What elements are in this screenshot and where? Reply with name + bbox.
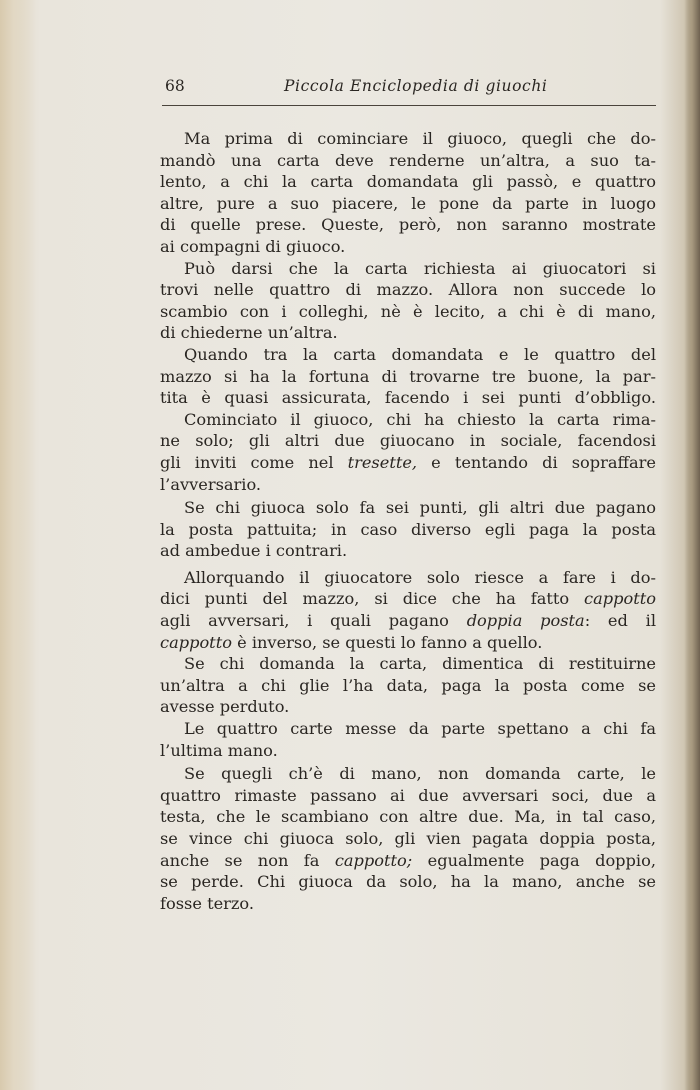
text-line: trovi nelle quattro di mazzo. Allora non succede lo	[160, 280, 656, 300]
text-line: se perde. Chi giuoca da solo, ha la mano, anche se	[160, 872, 656, 892]
text-line: fosse terzo.	[160, 893, 255, 913]
text-line: l’ultima mano.	[160, 740, 278, 760]
text-segment: anche se non fa	[160, 850, 320, 870]
text-line: scambio con i colleghi, nè è lecito, a chi è di mano,	[160, 301, 656, 321]
text-segment: agli avversari, i quali pagano	[160, 611, 449, 631]
text-italic: cappotto;	[334, 850, 413, 870]
body-text	[160, 128, 656, 914]
text-line: ad ambedue i contrari.	[160, 541, 348, 561]
text-line: ne solo; gli altri due giuocano in sociale, facendosi	[160, 431, 656, 451]
page-number: 68	[165, 77, 185, 95]
text-line: Quando tra la carta domandata e le quattro del	[184, 344, 656, 364]
text-line: quattro rimaste passano ai due avversari soci, due a	[160, 785, 656, 805]
text-line: Le quattro carte messe da parte spettano a chi fa	[184, 719, 656, 739]
text-line: Ma prima di cominciare il giuoco, quegli che do-	[184, 129, 656, 148]
text-italic: tresette,	[347, 452, 418, 472]
text-line: se vince chi giuoca solo, gli vien pagata doppia posta,	[160, 829, 656, 848]
text-line	[160, 632, 656, 654]
text-line: tita è quasi assicurata, facendo i sei punti d’obbligo.	[160, 388, 656, 408]
text-line	[160, 452, 656, 474]
text-segment: e tentando di sopraffare	[431, 452, 657, 472]
text-line	[160, 588, 656, 610]
text-line: Allorquando il giuocatore solo riesce a fare i do-	[184, 567, 656, 587]
text-italic: cappotto	[160, 632, 232, 652]
page-edge-right	[684, 0, 700, 1090]
text-line: Se chi giuoca solo fa sei punti, gli altri due pagano	[184, 498, 656, 518]
text-line: lento, a chi la carta domandata gli passò, e quattro	[160, 172, 656, 192]
text-line: Cominciato il giuoco, chi ha chiesto la carta rima-	[184, 409, 656, 429]
text-line: l’avversario.	[160, 474, 262, 494]
text-line: Se quegli ch’è di mano, non domanda carte, le	[184, 764, 656, 784]
text-line	[160, 850, 656, 872]
text-segment: : ed il	[584, 611, 656, 631]
text-line: mazzo si ha la fortuna di trovarne tre buone, la par-	[160, 366, 656, 386]
page-header	[162, 76, 656, 100]
running-title: Piccola Enciclopedia di giuochi	[284, 77, 548, 95]
header-rule	[162, 105, 656, 106]
text-line: mandò una carta deve renderne un’altra, a suo ta-	[160, 150, 656, 170]
text-line: un’altra a chi glie l’ha data, paga la posta come se	[160, 675, 656, 695]
text-segment: dici punti del mazzo, si dice che ha fatto	[160, 589, 570, 609]
text-segment: è inverso, se questi lo fanno a quello.	[237, 632, 543, 652]
text-line: ai compagni di giuoco.	[160, 236, 346, 256]
text-line: la posta pattuita; in caso diverso egli paga la posta	[160, 519, 656, 539]
text-line: altre, pure a suo piacere, le pone da parte in luogo	[160, 193, 656, 213]
text-line: di quelle prese. Queste, però, non saranno mostrate	[160, 215, 656, 235]
text-segment: gli inviti come nel	[160, 452, 334, 472]
text-line: di chiederne un’altra.	[160, 323, 338, 343]
text-line: Può darsi che la carta richiesta ai giuocatori si	[184, 258, 656, 278]
page-edge-left	[0, 0, 36, 1090]
text-line: avesse perduto.	[160, 697, 290, 717]
text-line: testa, che le scambiano con altre due. Ma, in tal caso,	[160, 807, 656, 827]
text-line	[160, 610, 656, 632]
text-italic: doppia posta	[466, 611, 585, 631]
text-line: Se chi domanda la carta, dimentica di restituirne	[184, 654, 656, 674]
text-segment: egualmente paga doppio,	[427, 850, 656, 870]
text-italic: cappotto	[584, 589, 656, 609]
